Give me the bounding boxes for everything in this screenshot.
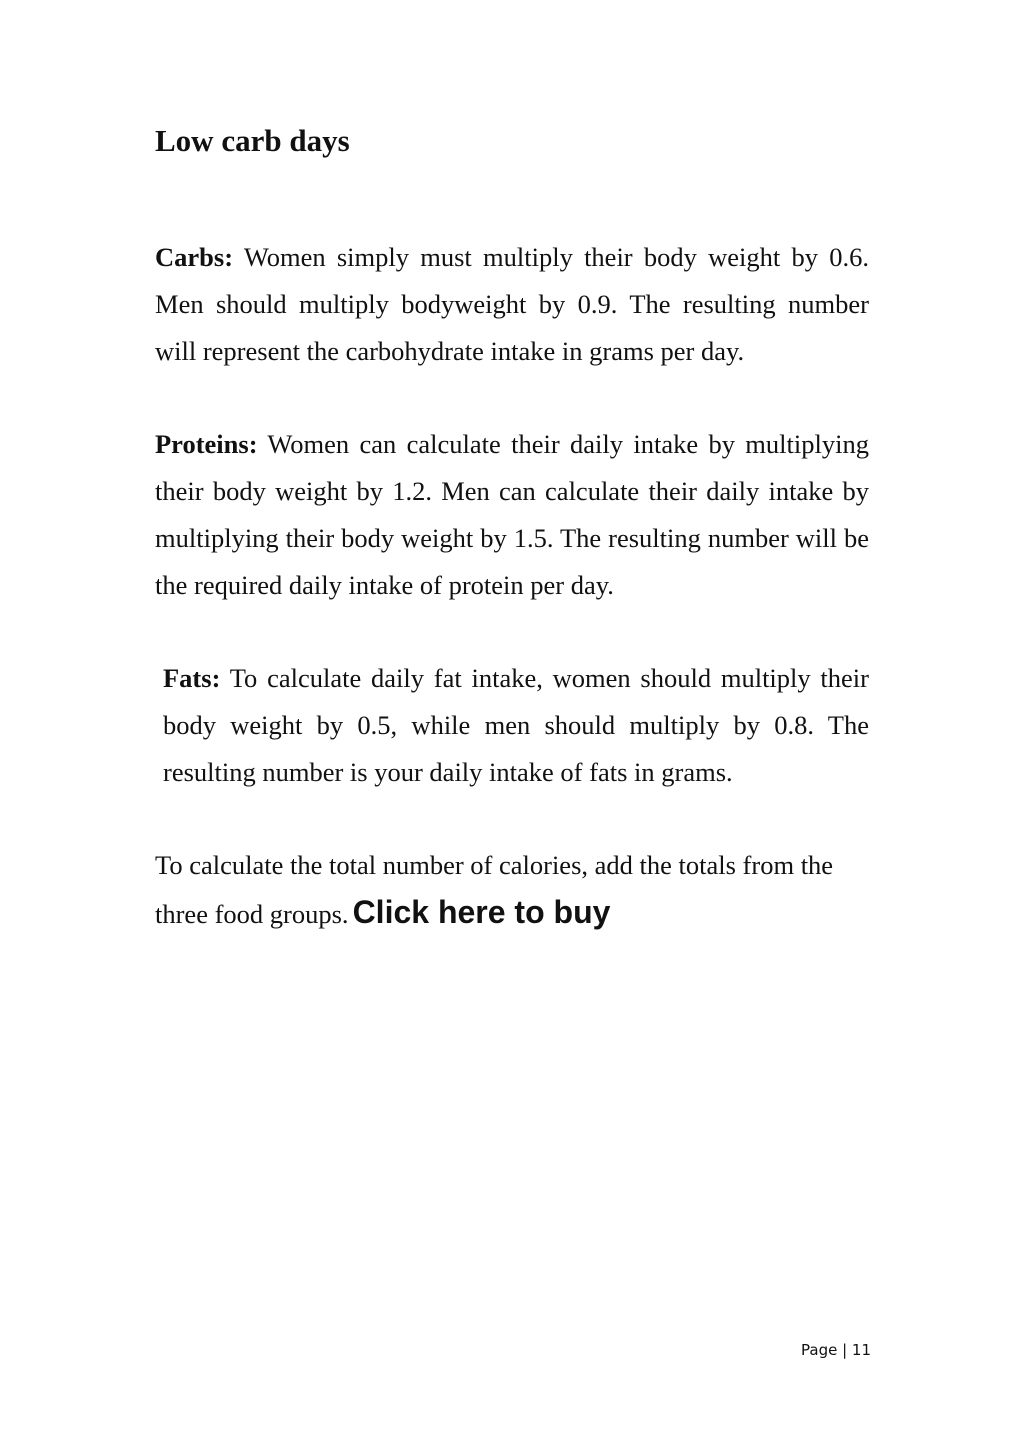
page-content	[155, 118, 869, 984]
proteins-label: Proteins:	[155, 429, 258, 459]
total-text: To calculate the total number of calories, add the totals from the three food groups.	[155, 850, 834, 929]
section-heading: Low carb days	[155, 123, 350, 158]
fats-label: Fats:	[163, 663, 221, 693]
carbs-paragraph	[155, 234, 869, 375]
carbs-text: Women simply must multiply their body weight by 0.6. Men should multiply bodyweight by 0.9. The resulting number will represent the carbohydrate intake in grams per day.	[155, 242, 870, 366]
carbs-label: Carbs:	[155, 242, 234, 272]
fats-paragraph	[155, 655, 869, 796]
page-number: Page | 11	[801, 1341, 871, 1359]
proteins-text: Women can calculate their daily intake by multiplying their body weight by 1.2. Men can calculate their daily intake by multiplying their body weight by 1.5. The resulting number will be the required daily intake of protein per day.	[155, 429, 869, 600]
fats-text: To calculate daily fat intake, women should multiply their body weight by 0.5, while men should multiply by 0.8. The resulting number is your daily intake of fats in grams.	[163, 663, 869, 787]
proteins-paragraph	[155, 421, 869, 609]
buy-link[interactable]: Click here to buy	[352, 894, 611, 930]
total-paragraph	[155, 842, 869, 938]
